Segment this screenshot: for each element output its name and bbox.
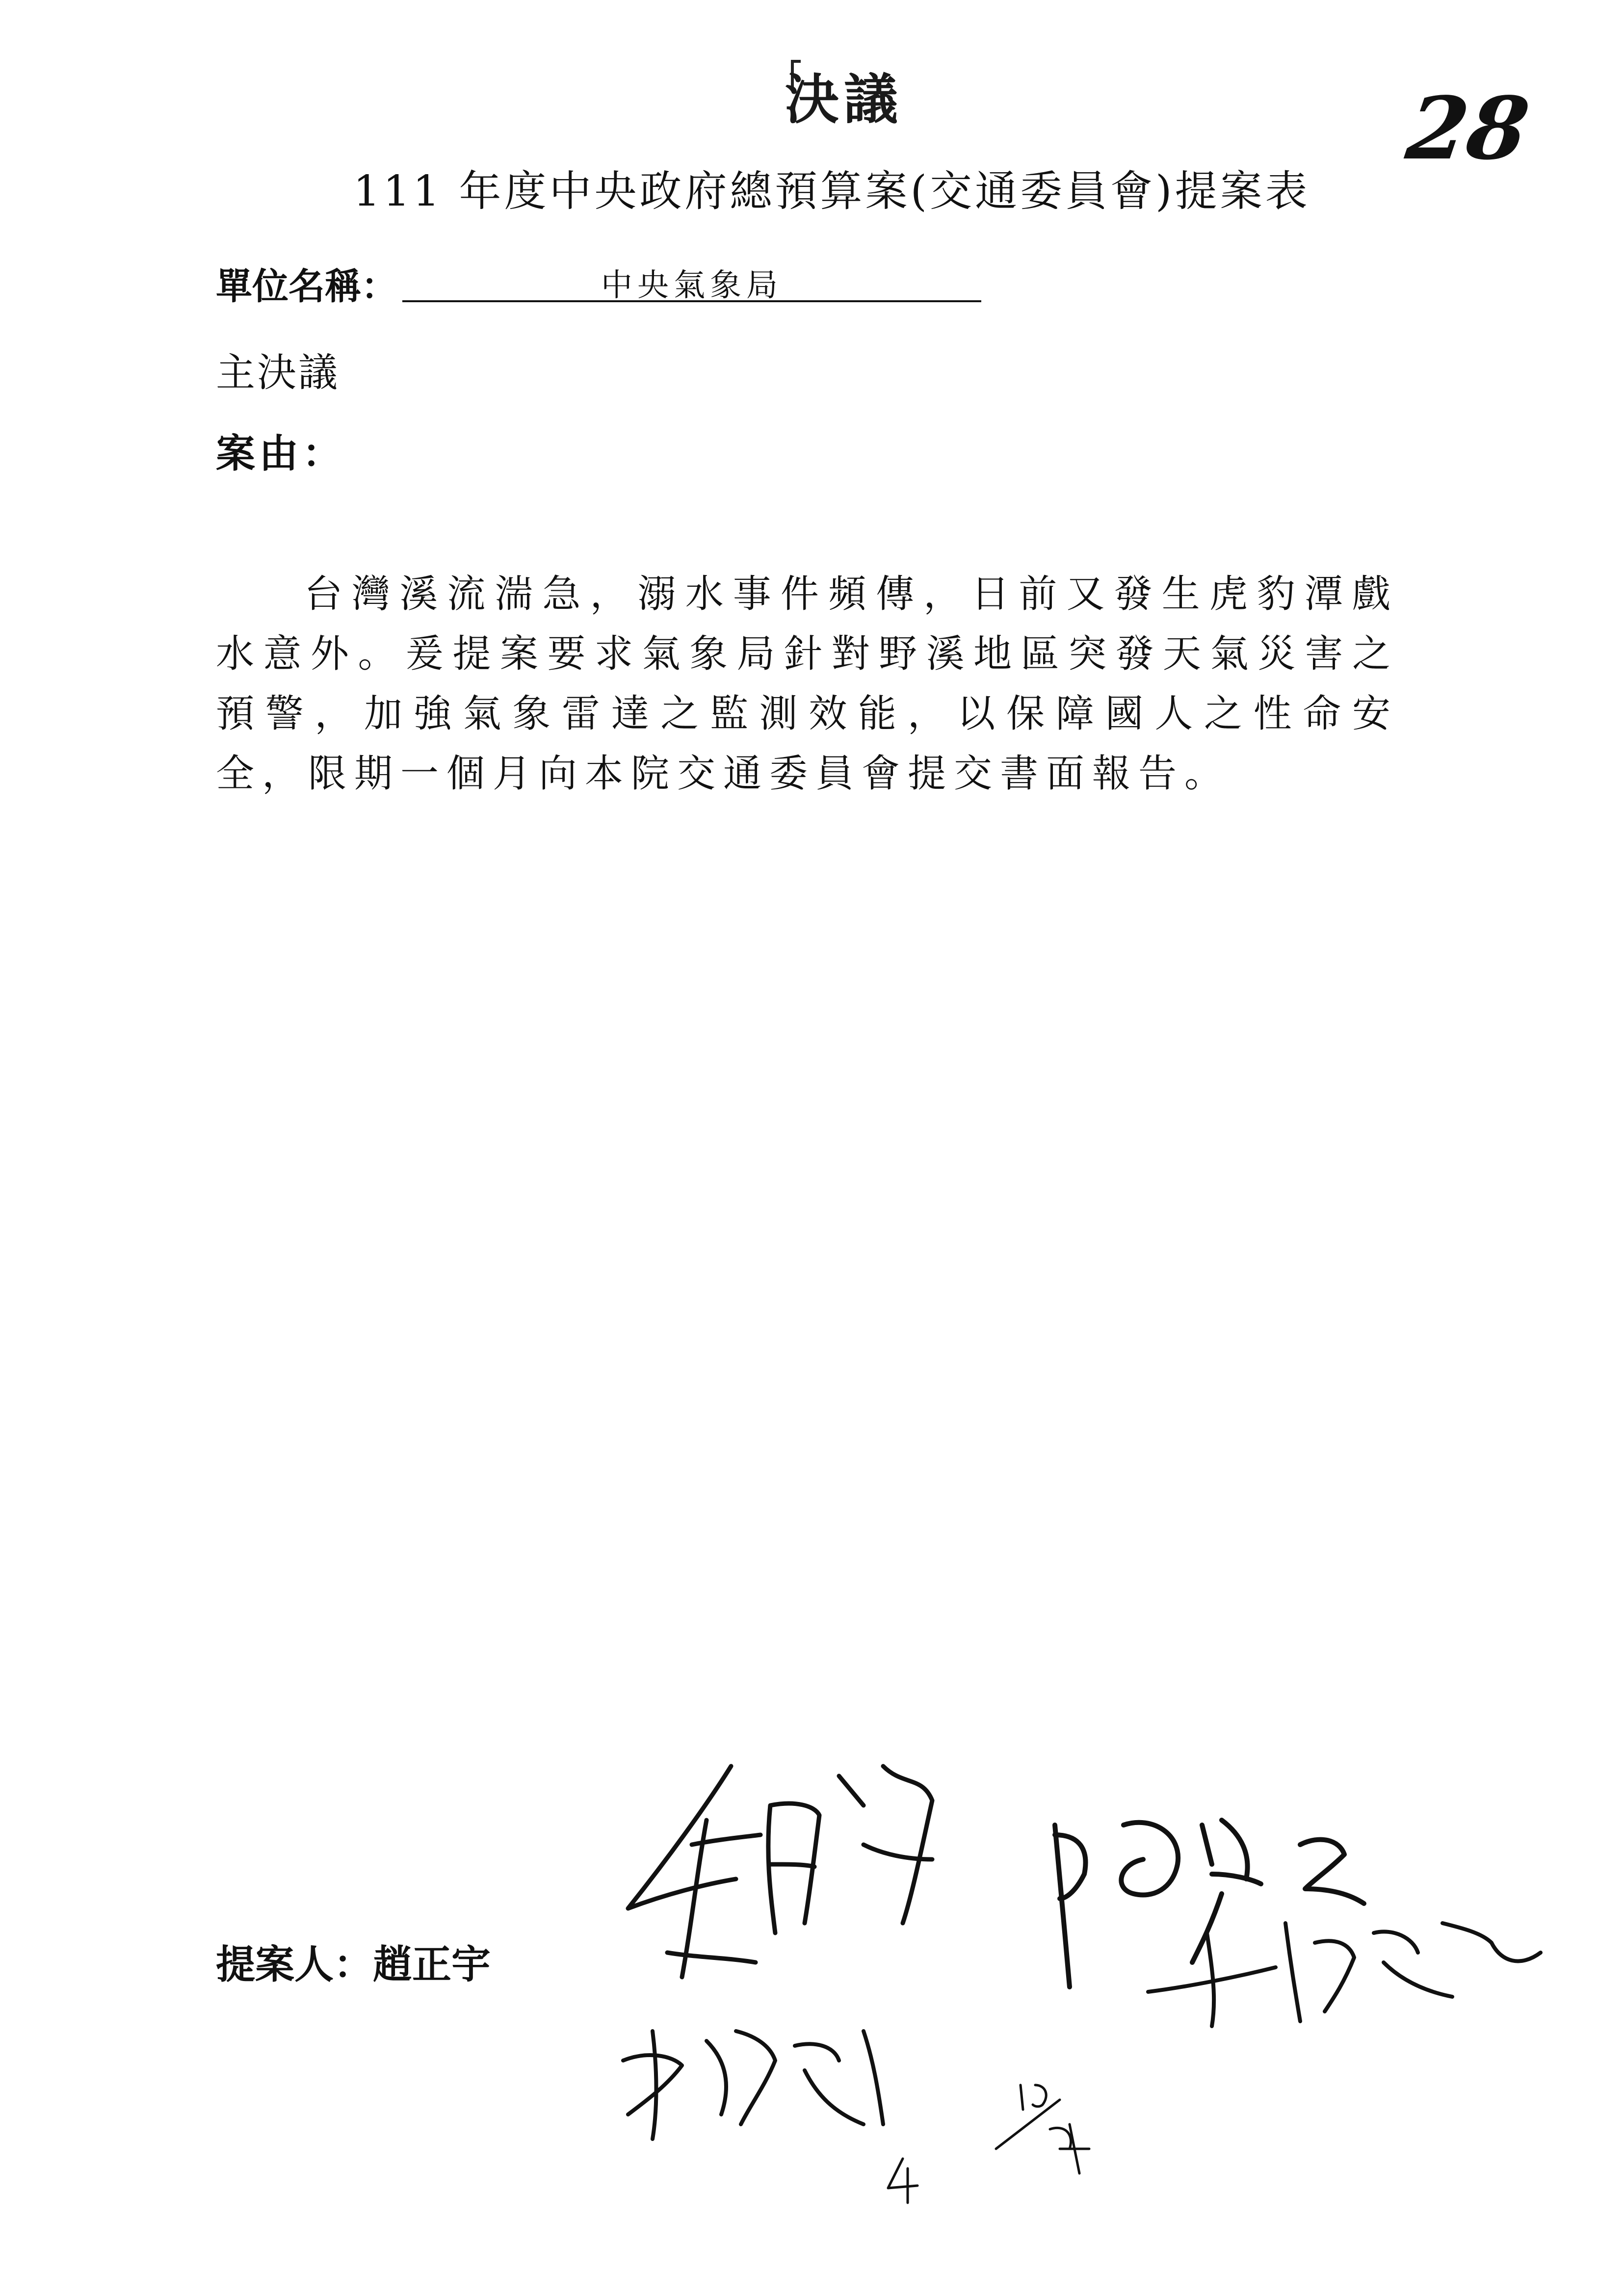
signature-1 xyxy=(608,1747,952,2002)
handwritten-date xyxy=(873,2075,1099,2208)
document-title: 111 年度中央政府總預算案(交通委員會)提案表 xyxy=(353,167,1310,216)
resolution-stamp: 決議 xyxy=(785,68,903,131)
reason-label: 案由： xyxy=(216,431,345,476)
proposer-line xyxy=(216,1933,491,1989)
main-resolution-heading: 主決議 xyxy=(216,350,340,395)
proposer-label: 提案人： xyxy=(216,1942,373,1987)
signature-4 xyxy=(1138,1894,1550,2031)
unit-name-underline xyxy=(402,300,981,302)
proposer-name: 趙正宇 xyxy=(373,1942,491,1987)
unit-name-value: 中央氣象局 xyxy=(601,267,783,304)
unit-name-label: 單位名稱： xyxy=(216,265,397,308)
reason-text: 台灣溪流湍急，溺水事件頻傳，日前又發生虎豹潭戲水意外。爰提案要求氣象局針對野溪地區突發天氣災害之預警，加強氣象雷達之監測效能，以保障國人之性命安全，限期一個月向本院交通委員會提交書面報告。 xyxy=(216,572,1398,796)
page-number: 28 xyxy=(1401,78,1535,179)
signature-2 xyxy=(608,2002,913,2149)
